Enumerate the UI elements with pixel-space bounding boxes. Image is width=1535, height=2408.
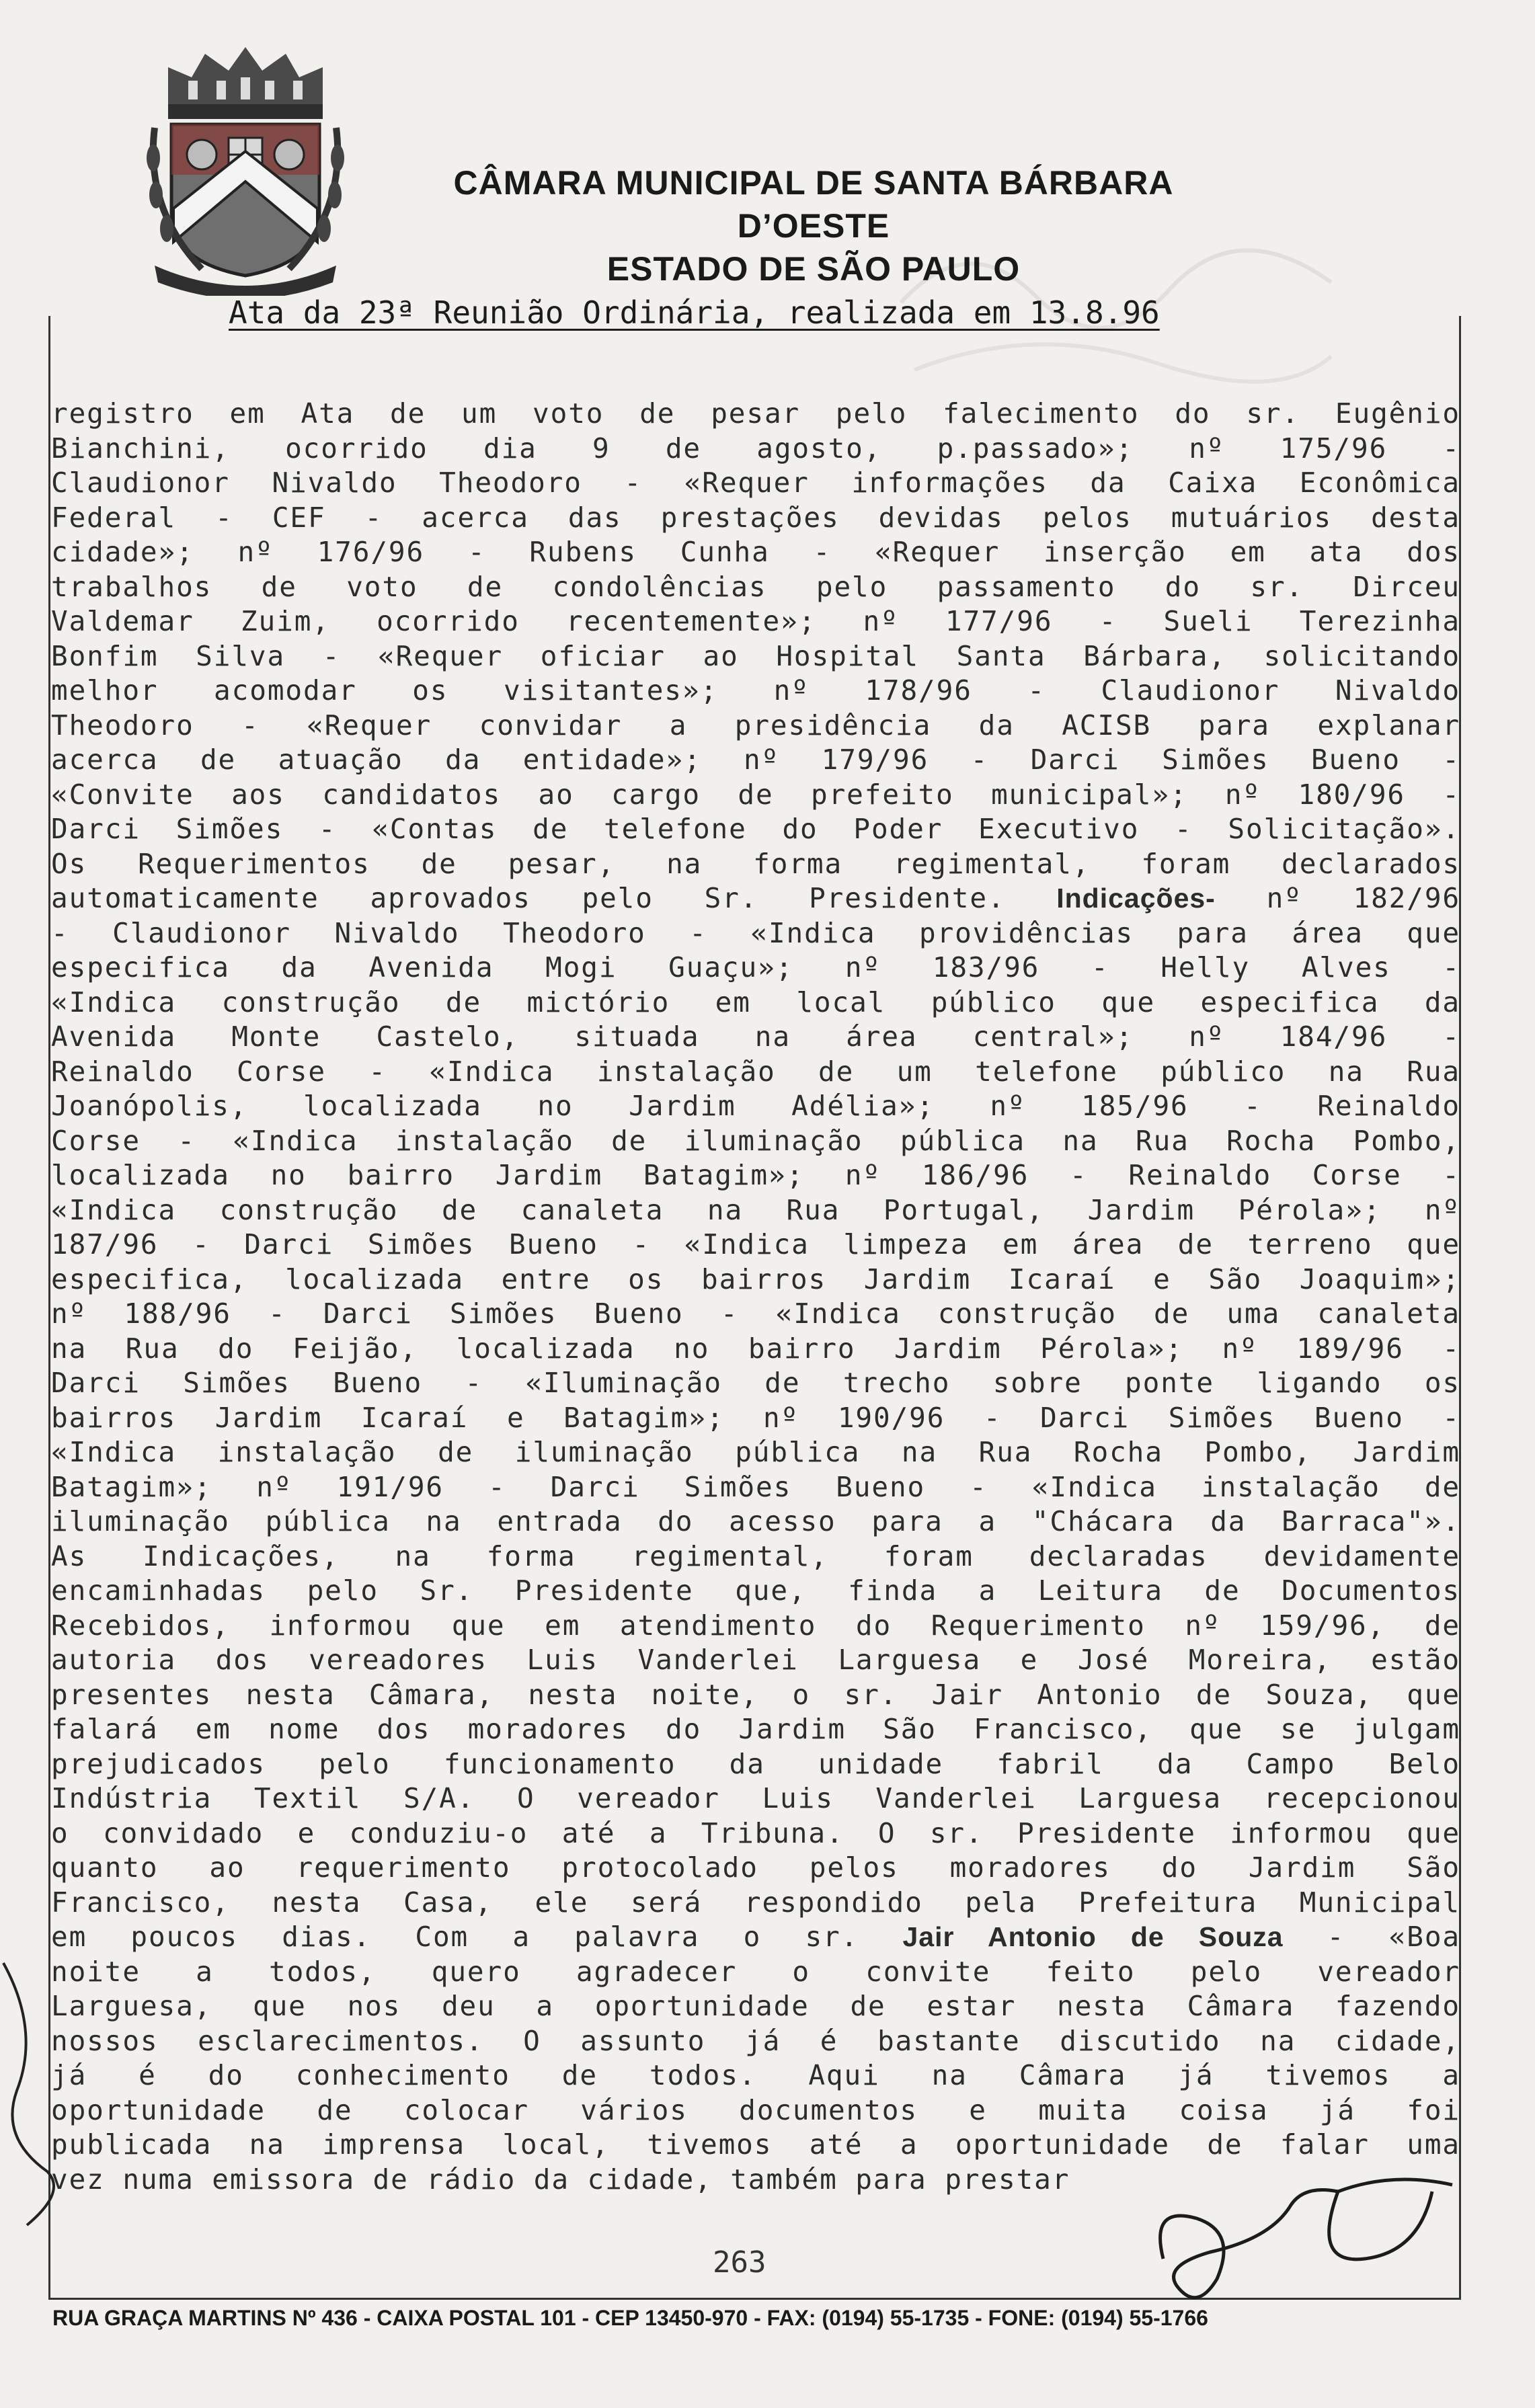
text-line: «Indica instalação de iluminação pública na Rua Rocha Pombo, Jardim — [51, 1436, 1460, 1468]
footer-address: RUA GRAÇA MARTINS Nº 436 - CAIXA POSTAL 101 - CEP 13450-970 - FAX: (0194) 55-1735 - FONE: (0194) 55-1766 — [52, 2306, 1208, 2330]
text-line: cidade»; nº 176/96 - Rubens Cunha - «Requer inserção em ata dos — [51, 536, 1460, 568]
text-line: localizada no bairro Jardim Batagim»; nº 186/96 - Reinaldo Corse - — [51, 1159, 1460, 1191]
text-line: presentes nesta Câmara, nesta noite, o sr. Jair Antonio de Souza, que — [51, 1678, 1460, 1711]
text-line: «Convite aos candidatos ao cargo de prefeito municipal»; nº 180/96 - — [51, 778, 1460, 811]
margin-signature — [0, 1950, 74, 2232]
text-line: registro em Ata de um voto de pesar pelo falecimento do sr. Eugênio — [51, 397, 1460, 430]
text-line: o convidado e conduziu-o até a Tribuna. O sr. Presidente informou que — [51, 1816, 1460, 1849]
rubric-signature — [1136, 2165, 1472, 2326]
text-segment: nº 182/96 — [1215, 882, 1461, 914]
text-line: autoria dos vereadores Luis Vanderlei Larguesa e José Moreira, estão — [51, 1644, 1460, 1676]
text-line: Claudionor Nivaldo Theodoro - «Requer informações da Caixa Econômica — [51, 467, 1460, 499]
text-line: 187/96 - Darci Simões Bueno - «Indica limpeza em área de terreno que — [51, 1228, 1460, 1260]
text-line: falará em nome dos moradores do Jardim São Francisco, que se julgam — [51, 1713, 1460, 1745]
text-line: noite a todos, quero agradecer o convite feito pelo vereador — [51, 1955, 1460, 1988]
text-line: Corse - «Indica instalação de iluminação pública na Rua Rocha Pombo, — [51, 1124, 1460, 1157]
text-line: nº 188/96 - Darci Simões Bueno - «Indica construção de uma canaleta — [51, 1297, 1460, 1330]
minutes-body — [51, 397, 1460, 2197]
text-line: na Rua do Feijão, localizada no bairro Jardim Pérola»; nº 189/96 - — [51, 1332, 1460, 1365]
text-line: Theodoro - «Requer convidar a presidência da ACISB para explanar — [51, 709, 1460, 741]
text-segment: - «Boa — [1283, 1921, 1460, 1953]
minutes-title: Ata da 23ª Reunião Ordinária, realizada em 13.8.96 — [229, 294, 1160, 331]
text-line: acerca de atuação da entidade»; nº 179/96 - Darci Simões Bueno - — [51, 744, 1460, 776]
text-line: Francisco, nesta Casa, ele será respondido pela Prefeitura Municipal — [51, 1886, 1460, 1919]
text-line: Bianchini, ocorrido dia 9 de agosto, p.passado»; nº 175/96 - — [51, 432, 1460, 465]
institution-name: CÂMARA MUNICIPAL DE SANTA BÁRBARA D’OESTE — [453, 164, 1174, 245]
text-line: Recebidos, informou que em atendimento do Requerimento nº 159/96, de — [51, 1609, 1460, 1642]
text-line: «Indica construção de canaleta na Rua Portugal, Jardim Pérola»; nº — [51, 1193, 1460, 1226]
text-line: especifica da Avenida Mogi Guaçu»; nº 183/96 - Helly Alves - — [51, 951, 1460, 984]
text-line: Indústria Textil S/A. O vereador Luis Vanderlei Larguesa recepcionou — [51, 1782, 1460, 1814]
text-line: vez numa emissora de rádio da cidade, também para prestar — [51, 2163, 1070, 2196]
text-line: Reinaldo Corse - «Indica instalação de um telefone público na Rua — [51, 1055, 1460, 1088]
text-line — [51, 1920, 1460, 1955]
text-line: Bonfim Silva - «Requer oficiar ao Hospital Santa Bárbara, solicitando — [51, 639, 1460, 672]
text-line: oportunidade de colocar vários documentos e muita coisa já foi — [51, 2093, 1460, 2126]
bold-heading: Jair Antonio de Souza — [902, 1921, 1284, 1952]
text-line: As Indicações, na forma regimental, foram declaradas devidamente — [51, 1539, 1460, 1572]
text-line: Batagim»; nº 191/96 - Darci Simões Bueno - «Indica instalação de — [51, 1470, 1460, 1503]
text-line: prejudicados pelo funcionamento da unidade fabril da Campo Belo — [51, 1747, 1460, 1780]
text-line: Darci Simões - «Contas de telefone do Poder Executivo - Solicitação». — [51, 813, 1460, 845]
text-line: publicada na imprensa local, tivemos até a oportunidade de falar uma — [51, 2128, 1460, 2161]
text-line: melhor acomodar os visitantes»; nº 178/96 - Claudionor Nivaldo — [51, 674, 1460, 707]
text-line: bairros Jardim Icaraí e Batagim»; nº 190/96 - Darci Simões Bueno - — [51, 1401, 1460, 1434]
text-line: encaminhadas pelo Sr. Presidente que, finda a Leitura de Documentos — [51, 1574, 1460, 1607]
text-line: trabalhos de voto de condolências pelo passamento do sr. Dirceu — [51, 570, 1460, 603]
text-line: especifica, localizada entre os bairros Jardim Icaraí e São Joaquim»; — [51, 1262, 1460, 1295]
text-segment: em poucos dias. Com a palavra o sr. — [51, 1921, 903, 1953]
text-line: quanto ao requerimento protocolado pelos moradores do Jardim São — [51, 1851, 1460, 1884]
text-line: iluminação pública na entrada do acesso para a "Chácara da Barraca"». — [51, 1505, 1460, 1537]
text-line: Os Requerimentos de pesar, na forma regimental, foram declarados — [51, 847, 1460, 880]
text-line: Avenida Monte Castelo, situada na área central»; nº 184/96 - — [51, 1020, 1460, 1053]
text-line: Joanópolis, localizada no Jardim Adélia»; nº 185/96 - Reinaldo — [51, 1090, 1460, 1122]
page-number: 263 — [713, 2245, 766, 2280]
coat-of-arms-icon — [141, 40, 350, 296]
text-segment: automaticamente aprovados pelo Sr. Presidente. — [51, 882, 1057, 914]
text-line — [51, 881, 1460, 916]
text-line: Darci Simões Bueno - «Iluminação de trecho sobre ponte ligando os — [51, 1367, 1460, 1399]
text-line: nossos esclarecimentos. O assunto já é bastante discutido na cidade, — [51, 2024, 1460, 2057]
state-name: ESTADO DE SÃO PAULO — [606, 250, 1021, 288]
bold-heading: Indicações- — [1056, 883, 1216, 914]
text-line: já é do conhecimento de todos. Aqui na Câmara já tivemos a — [51, 2059, 1460, 2091]
text-line: Federal - CEF - acerca das prestações devidas pelos mutuários desta — [51, 501, 1460, 534]
text-line: «Indica construção de mictório em local público que especifica da — [51, 986, 1460, 1018]
text-line: Valdemar Zuim, ocorrido recentemente»; nº 177/96 - Sueli Terezinha — [51, 605, 1460, 637]
text-line: - Claudionor Nivaldo Theodoro - «Indica providências para área que — [51, 916, 1460, 949]
text-line: Larguesa, que nos deu a oportunidade de estar nesta Câmara fazendo — [51, 1990, 1460, 2022]
